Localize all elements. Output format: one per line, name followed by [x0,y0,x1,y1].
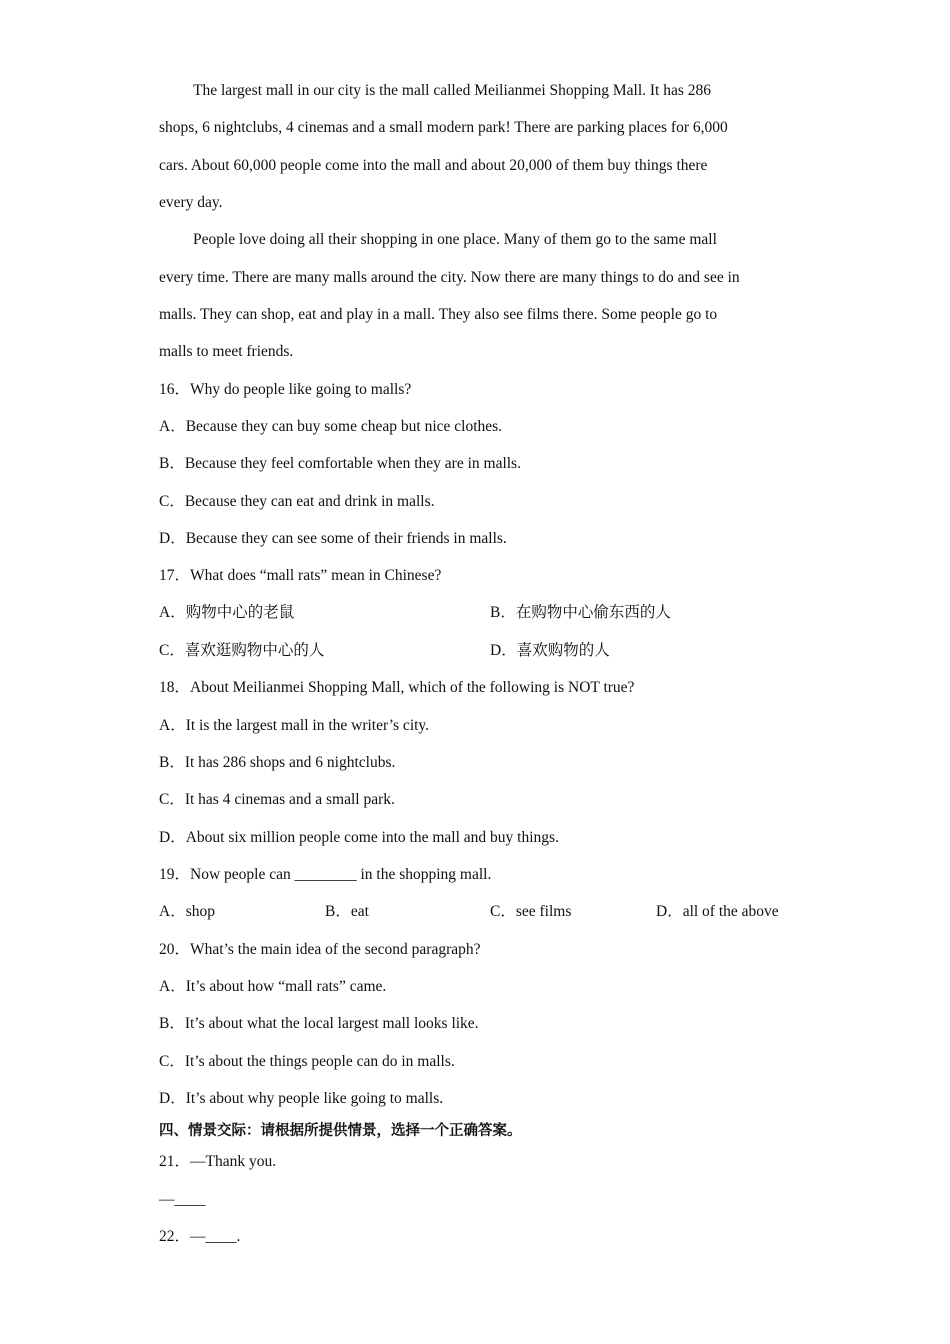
section-4-heading: 四、情景交际：请根据所提供情景，选择一个正确答案。 [159,1123,522,1139]
question-19-stem-after: in the shopping mall. [356,866,492,883]
question-19-option-a[interactable]: A．shop [159,903,215,920]
passage-p1-line-1: The largest mall in our city is the mall called Meilianmei Shopping Mall. It has 286 [193,82,712,99]
question-17-option-a[interactable]: A．购物中心的老鼠 [159,604,295,621]
question-16-option-b[interactable]: B．Because they feel comfortable when they are in malls. [159,455,521,472]
question-22-blank: ____ [205,1228,237,1245]
question-16-option-c[interactable]: C．Because they can eat and drink in malls. [159,493,435,510]
passage-p2-line-3: malls. They can shop, eat and play in a mall. They also see films there. Some people go to [159,306,718,323]
question-21-dash: — [159,1191,175,1208]
question-22-suffix: . [236,1228,241,1245]
question-19-option-c[interactable]: C．see films [490,903,572,920]
passage-p1-line-4: every day. [159,194,223,211]
question-19-stem-before: 19．Now people can [159,866,295,883]
passage-p2-line-4: malls to meet friends. [159,343,294,360]
question-17-option-b[interactable]: B．在购物中心偷东西的人 [490,604,671,621]
question-18-option-b[interactable]: B．It has 286 shops and 6 nightclubs. [159,754,396,771]
question-20-stem: 20．What’s the main idea of the second paragraph? [159,941,481,958]
question-17-option-d[interactable]: D．喜欢购物的人 [490,642,610,659]
question-22-prompt [159,1227,240,1247]
question-19-option-d[interactable]: D．all of the above [656,903,779,920]
passage-p1-line-2: shops, 6 nightclubs, 4 cinemas and a small modern park! There are parking places for 6,000 [159,119,728,136]
question-16-option-a[interactable]: A．Because they can buy some cheap but nice clothes. [159,418,503,435]
question-18-option-a[interactable]: A．It is the largest mall in the writer’s city. [159,717,430,734]
passage-p2-line-2: every time. There are many malls around the city. Now there are many things to do and see in [159,269,740,286]
question-17-stem: 17．What does “mall rats” mean in Chinese? [159,567,442,584]
question-20-option-b[interactable]: B．It’s about what the local largest mall looks like. [159,1015,479,1032]
question-21-prompt: 21．—Thank you. [159,1153,277,1170]
question-18-stem: 18．About Meilianmei Shopping Mall, which of the following is NOT true? [159,679,635,696]
question-22-prefix: 22．— [159,1228,206,1245]
question-21-blank: ____ [174,1191,206,1208]
question-21-response [159,1190,206,1210]
question-19-stem [159,865,491,885]
question-18-option-d[interactable]: D．About six million people come into the mall and buy things. [159,829,559,846]
question-16-stem: 16．Why do people like going to malls? [159,381,412,398]
question-20-option-d[interactable]: D．It’s about why people like going to malls. [159,1090,444,1107]
question-17-option-c[interactable]: C．喜欢逛购物中心的人 [159,642,325,659]
question-19-option-b[interactable]: B．eat [325,903,369,920]
question-19-blank: ________ [294,866,357,883]
question-20-option-a[interactable]: A．It’s about how “mall rats” came. [159,978,387,995]
question-16-option-d[interactable]: D．Because they can see some of their friends in malls. [159,530,507,547]
passage-p1-line-3: cars. About 60,000 people come into the mall and about 20,000 of them buy things there [159,157,708,174]
question-20-option-c[interactable]: C．It’s about the things people can do in malls. [159,1053,455,1070]
passage-p2-line-1: People love doing all their shopping in one place. Many of them go to the same mall [193,231,717,248]
question-18-option-c[interactable]: C．It has 4 cinemas and a small park. [159,791,395,808]
